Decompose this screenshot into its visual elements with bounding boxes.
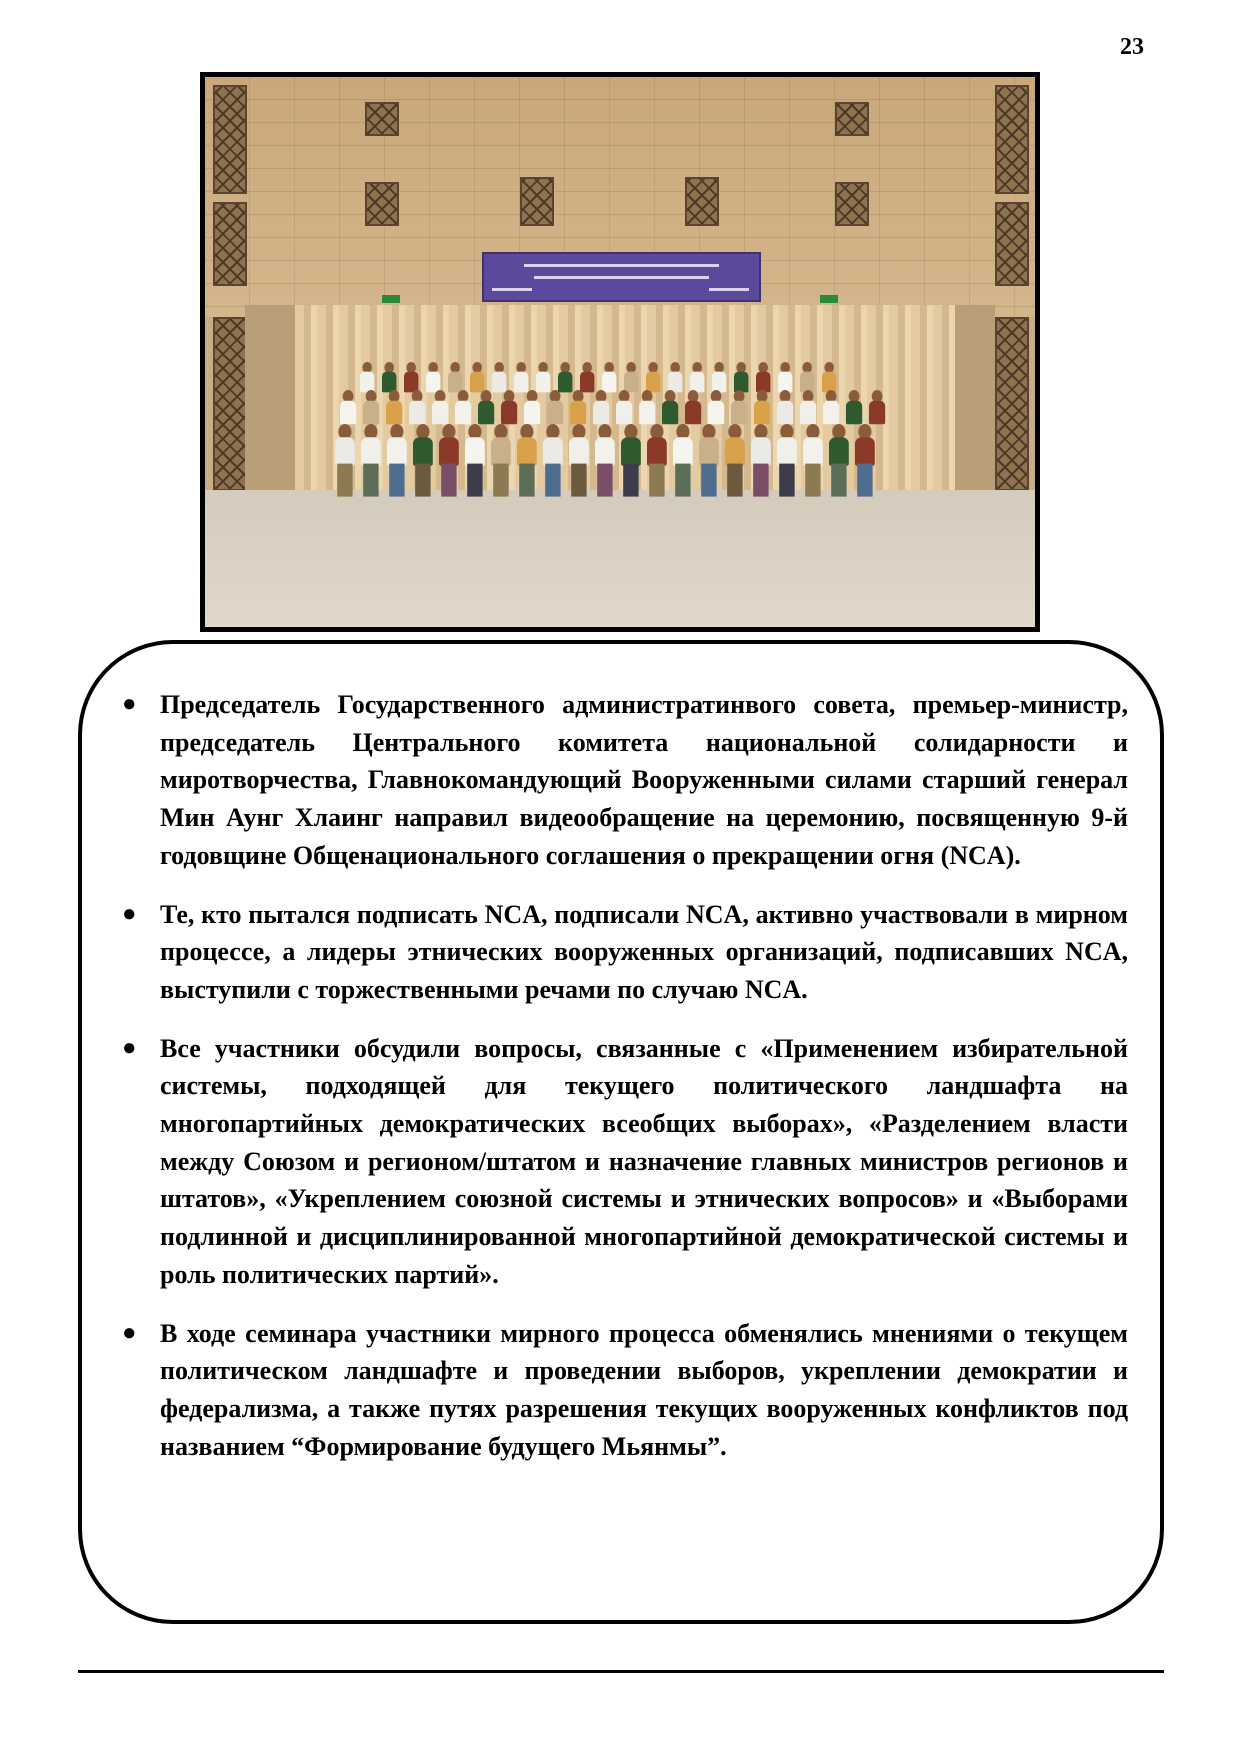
- exit-sign: [820, 295, 838, 303]
- lattice-window: [685, 177, 719, 226]
- lattice-window: [995, 317, 1029, 491]
- bullet-icon: ●: [122, 691, 137, 717]
- lattice-window: [213, 85, 247, 194]
- lattice-window: [835, 182, 869, 226]
- lattice-window: [365, 182, 399, 226]
- exit-sign: [382, 295, 400, 303]
- event-banner: [482, 252, 761, 302]
- lattice-window: [213, 202, 247, 286]
- lattice-window: [995, 202, 1029, 286]
- bullet-text: Председатель Государственного администратинвого совета, премьер-министр, председатель Центрального комитета национальной солидарности и миротворчества, Главнокомандующий Вооруженными силами старший генерал Мин Аунг Хлаинг направил видеообращение на церемонию, посвященную 9-й годовщине Общенационального соглашения о прекращении огня (NCA).: [160, 690, 1128, 870]
- banner-text-line: [524, 264, 719, 267]
- page-number: 23: [1120, 34, 1144, 60]
- banner-text-line: [492, 288, 532, 291]
- lattice-window: [995, 85, 1029, 194]
- lattice-window: [213, 317, 247, 491]
- banner-text-line: [709, 288, 749, 291]
- lattice-window: [365, 102, 399, 136]
- bullet-text: Те, кто пытался подписать NCA, подписали NCA, активно участвовали в мирном процессе, а лидеры этнических вооруженных организаций, подписавших NCA, выступили с торжественными речами по случаю NCA.: [160, 899, 1128, 1004]
- bullet-item: [118, 686, 1128, 875]
- bullet-item: [118, 1030, 1128, 1294]
- bullet-list: [118, 686, 1128, 1486]
- lattice-window: [520, 177, 554, 226]
- bottom-rule: [78, 1670, 1164, 1673]
- bullet-text: В ходе семинара участники мирного процесса обменялись мнениями о текущем политическом ландшафте и проведении выборов, укреплении демократии и федерализма, а также путях разрешения текущих вооруженных конфликтов под названием “Формирование будущего Мьянмы”.: [160, 1318, 1128, 1461]
- bullet-icon: ●: [122, 1034, 137, 1061]
- lattice-window: [835, 102, 869, 136]
- bullet-icon: ●: [122, 1319, 137, 1346]
- bullet-item: [118, 896, 1128, 1009]
- bullet-icon: ●: [122, 900, 137, 927]
- bullet-text: Все участники обсудили вопросы, связанные с «Применением избирательной системы, подходящей для текущего политического ландшафта на многопартийных демократических всеобщих выборах», «Разделением власти между Союзом и регионом/штатом и назначение главных министров регионов и штатов», «Укреплением союзной системы и этнических вопросов» и «Выборами подлинной и дисциплинированной многопартийной демократической системы и роль политических партий».: [160, 1033, 1128, 1289]
- group-of-people: [320, 362, 910, 552]
- bullet-item: [118, 1315, 1128, 1466]
- banner-text-line: [534, 276, 709, 279]
- group-photo: [200, 72, 1040, 632]
